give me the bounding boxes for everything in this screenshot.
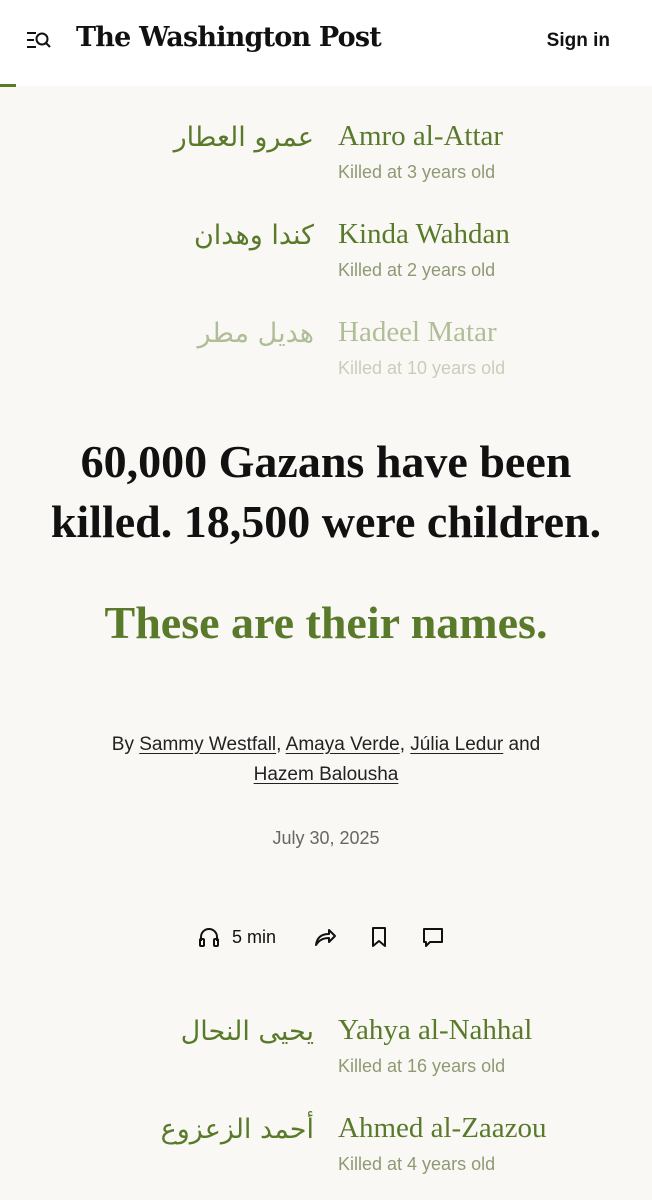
site-header	[0, 0, 652, 86]
name-entry	[0, 1014, 652, 1094]
name-age: Killed at 3 years old	[338, 162, 496, 182]
name-arabic: يحيى النحال	[180, 1016, 314, 1047]
article-headline	[0, 432, 652, 552]
site-logo[interactable]: The Washington Post	[76, 22, 381, 53]
author-link[interactable]: Hazem Balousha	[253, 764, 399, 785]
name-entry	[0, 1112, 652, 1192]
comment-icon[interactable]	[420, 924, 446, 950]
sign-in-button[interactable]: Sign in	[546, 30, 610, 51]
name-age: Killed at 2 years old	[338, 260, 496, 280]
name-arabic: أحمد الزعزوع	[160, 1114, 314, 1145]
name-english: Yahya al-Nahhal	[338, 1014, 533, 1046]
listen-duration[interactable]: 5 min	[232, 927, 277, 947]
author-link[interactable]: Sammy Westfall	[139, 734, 277, 755]
name-entry	[0, 218, 652, 298]
name-age: Killed at 4 years old	[338, 1154, 496, 1174]
name-age: Killed at 16 years old	[338, 1056, 506, 1076]
headphones-icon[interactable]	[196, 924, 222, 950]
name-arabic: هديل مطر	[197, 318, 314, 349]
byline	[40, 730, 612, 790]
bookmark-icon[interactable]	[366, 924, 392, 950]
name-arabic: كندا وهدان	[193, 220, 314, 251]
byline-separator: ,	[399, 734, 406, 755]
name-arabic: عمرو العطار	[173, 122, 314, 153]
byline-prefix: By	[111, 734, 134, 755]
byline-and: and	[508, 734, 541, 755]
name-age: Killed at 10 years old	[338, 358, 506, 378]
publish-date: July 30, 2025	[272, 828, 380, 848]
name-entry	[0, 120, 652, 200]
author-link[interactable]: Amaya Verde	[285, 734, 400, 755]
byline-separator: ,	[276, 734, 282, 755]
name-english: Ahmed al-Zaazou	[338, 1112, 547, 1144]
name-english: Hadeel Matar	[338, 316, 497, 348]
headline-line-2: killed. 18,500 were children.	[50, 496, 602, 547]
reading-progress-bar	[0, 84, 16, 87]
author-link[interactable]: Júlia Ledur	[410, 734, 504, 755]
name-entry	[0, 316, 652, 396]
menu-search-icon[interactable]	[26, 30, 52, 52]
name-english: Kinda Wahdan	[338, 218, 510, 250]
article-subhead: These are their names.	[104, 597, 548, 648]
share-icon[interactable]	[312, 924, 338, 950]
headline-line-1: 60,000 Gazans have been	[80, 436, 572, 487]
name-english: Amro al-Attar	[338, 120, 504, 152]
